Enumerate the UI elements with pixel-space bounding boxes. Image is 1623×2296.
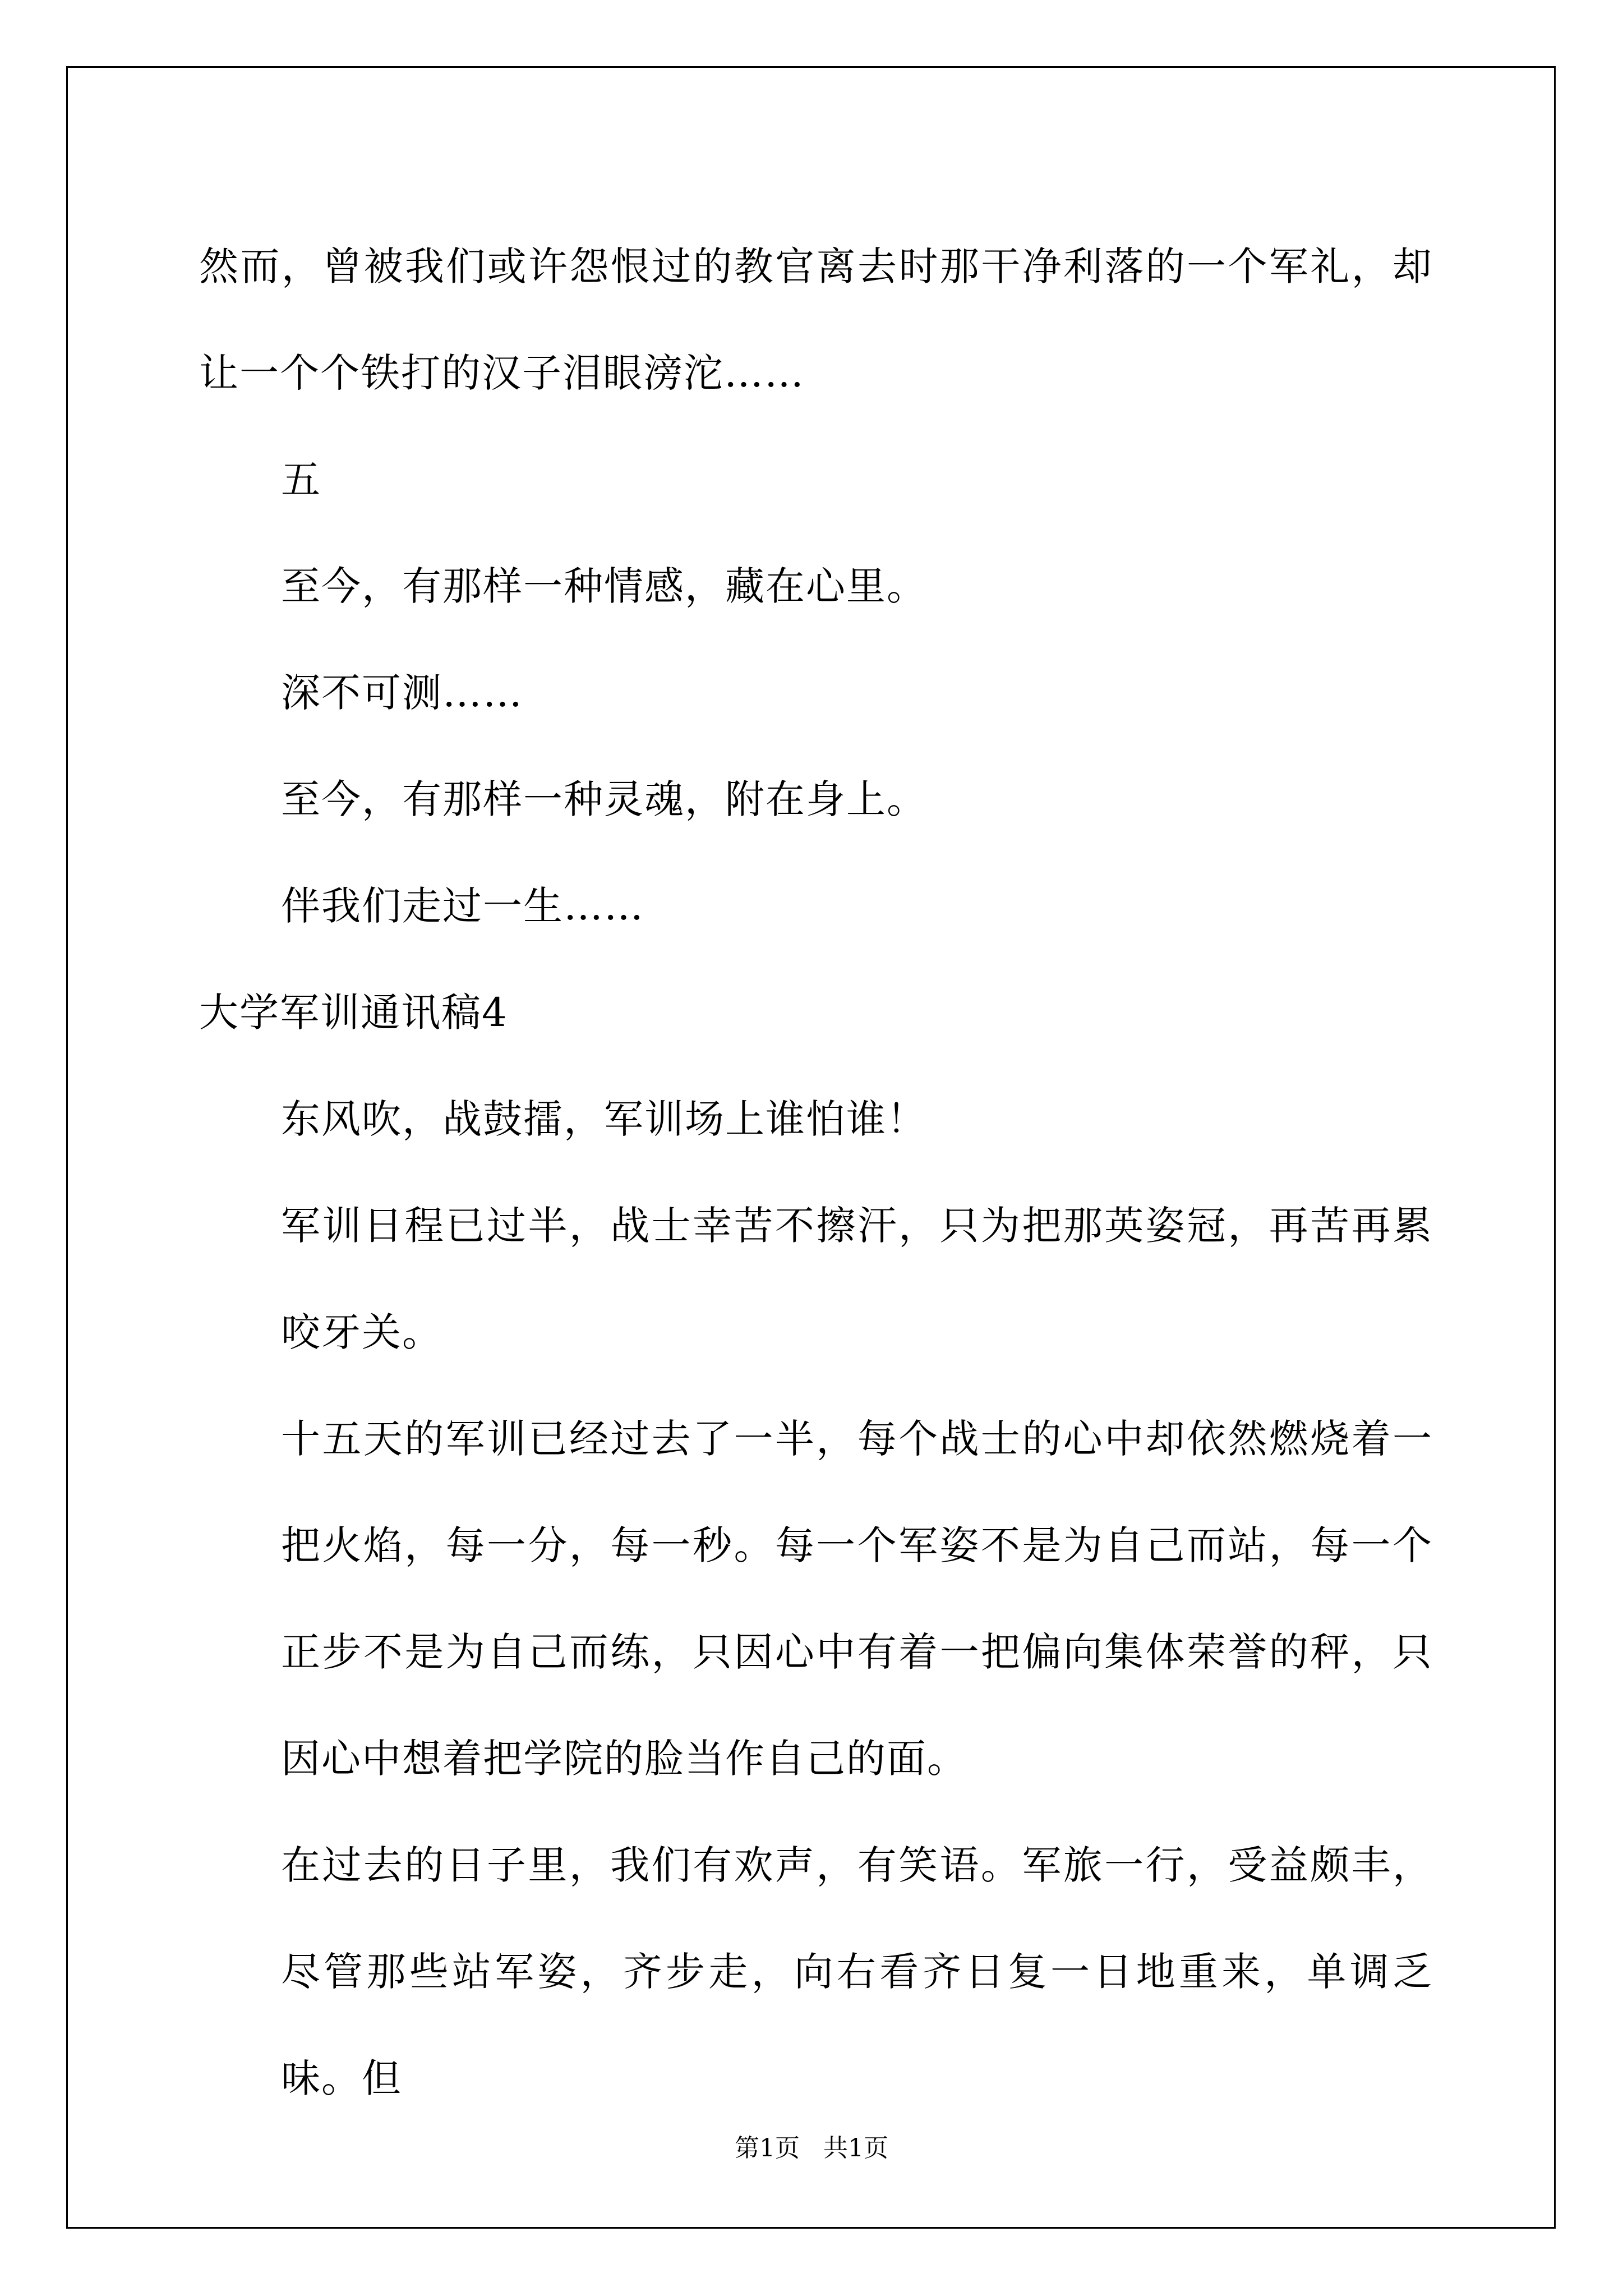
paragraph-5: 至今，有那样一种灵魂，附在身上。 [281, 776, 927, 822]
paragraph-3: 至今，有那样一种情感，藏在心里。 [281, 563, 927, 609]
paragraph-1: 然而，曾被我们或许怨恨过的教官离去时那干净利落的一个军礼，却让一个个铁打的汉子泪眼滂沱…… [199, 243, 1433, 396]
paragraph-11: 在过去的日子里，我们有欢声，有笑语。军旅一行，受益颇丰，尽管那些站军姿，齐步走，向右看齐日复一日地重来，单调乏味。但 [281, 1842, 1433, 2101]
page-footer: 第1页 共1页 [735, 2134, 888, 2162]
document-body [199, 213, 1433, 2132]
paragraph-9: 军训日程已过半，战士幸苦不擦汗，只为把那英姿冠，再苦再累咬牙关。 [281, 1203, 1433, 1355]
section-heading: 大学军训通讯稿4 [199, 990, 508, 1036]
paragraph-8: 东风吹，战鼓擂，军训场上谁怕谁！ [281, 1096, 927, 1142]
paragraph-2-section-five: 五 [281, 457, 321, 503]
paragraph-4: 深不可测…… [281, 670, 523, 716]
paragraph-6: 伴我们走过一生…… [281, 883, 644, 929]
paragraph-10: 十五天的军训已经过去了一半，每个战士的心中却依然燃烧着一把火焰，每一分，每一秒。每一个军姿不是为自己而站，每一个正步不是为自己而练，只因心中有着一把偏向集体荣誉的秤，只因心中想着把学院的脸当作自己的面。 [281, 1416, 1433, 1782]
